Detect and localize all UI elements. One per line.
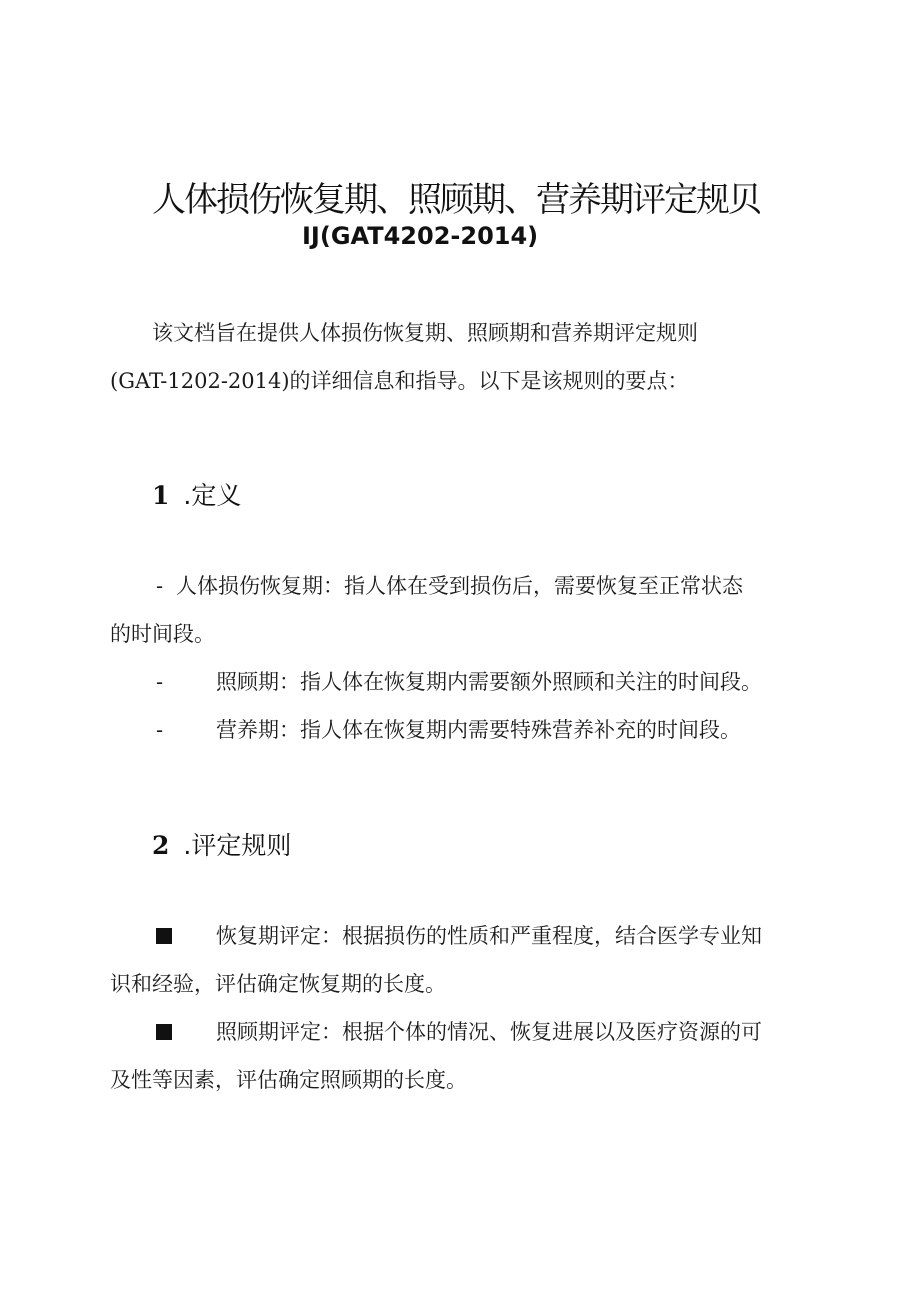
section-1-item-1-bullet: - <box>156 574 164 598</box>
section-2-item-2-line-1: 照顾期评定：根据个体的情况、恢复进展以及医疗资源的可 <box>216 1020 762 1044</box>
square-bullet-icon <box>156 928 172 944</box>
section-1-title: .定义 <box>183 481 242 510</box>
section-1-number: 1 <box>152 481 170 510</box>
section-2-item-1-line-1: 恢复期评定：根据损伤的性质和严重程度，结合医学专业知 <box>216 924 762 948</box>
section-2-item-1-line-2: 识和经验，评估确定恢复期的长度。 <box>110 972 446 996</box>
section-1-item-1-line-1: 人体损伤恢复期：指人体在受到损伤后，需要恢复至正常状态 <box>176 574 743 598</box>
document-title: 人体损伤恢复期、照顾期、营养期评定规贝 <box>152 180 760 220</box>
section-1-item-3-bullet: - <box>156 718 164 742</box>
section-2-title: .评定规则 <box>183 831 292 860</box>
intro-line-1: 该文档旨在提供人体损伤恢复期、照顾期和营养期评定规则 <box>152 321 698 345</box>
section-2-number: 2 <box>152 831 170 860</box>
square-bullet-icon <box>156 1024 172 1040</box>
section-1-heading <box>152 476 241 512</box>
section-2-heading <box>152 826 291 862</box>
section-1-item-2-bullet: - <box>156 670 164 694</box>
section-2-item-2-line-2: 及性等因素，评估确定照顾期的长度。 <box>110 1068 467 1092</box>
section-1-item-2-line-1: 照顾期：指人体在恢复期内需要额外照顾和关注的时间段。 <box>216 670 762 694</box>
section-1-item-3-line-1: 营养期：指人体在恢复期内需要特殊营养补充的时间段。 <box>216 718 741 742</box>
section-1-item-1-line-2: 的时间段。 <box>110 622 215 646</box>
document-subtitle: IJ(GAT4202-2014) <box>302 222 539 250</box>
intro-line-2: (GAT-1202-2014)的详细信息和指导。以下是该规则的要点： <box>110 369 689 393</box>
